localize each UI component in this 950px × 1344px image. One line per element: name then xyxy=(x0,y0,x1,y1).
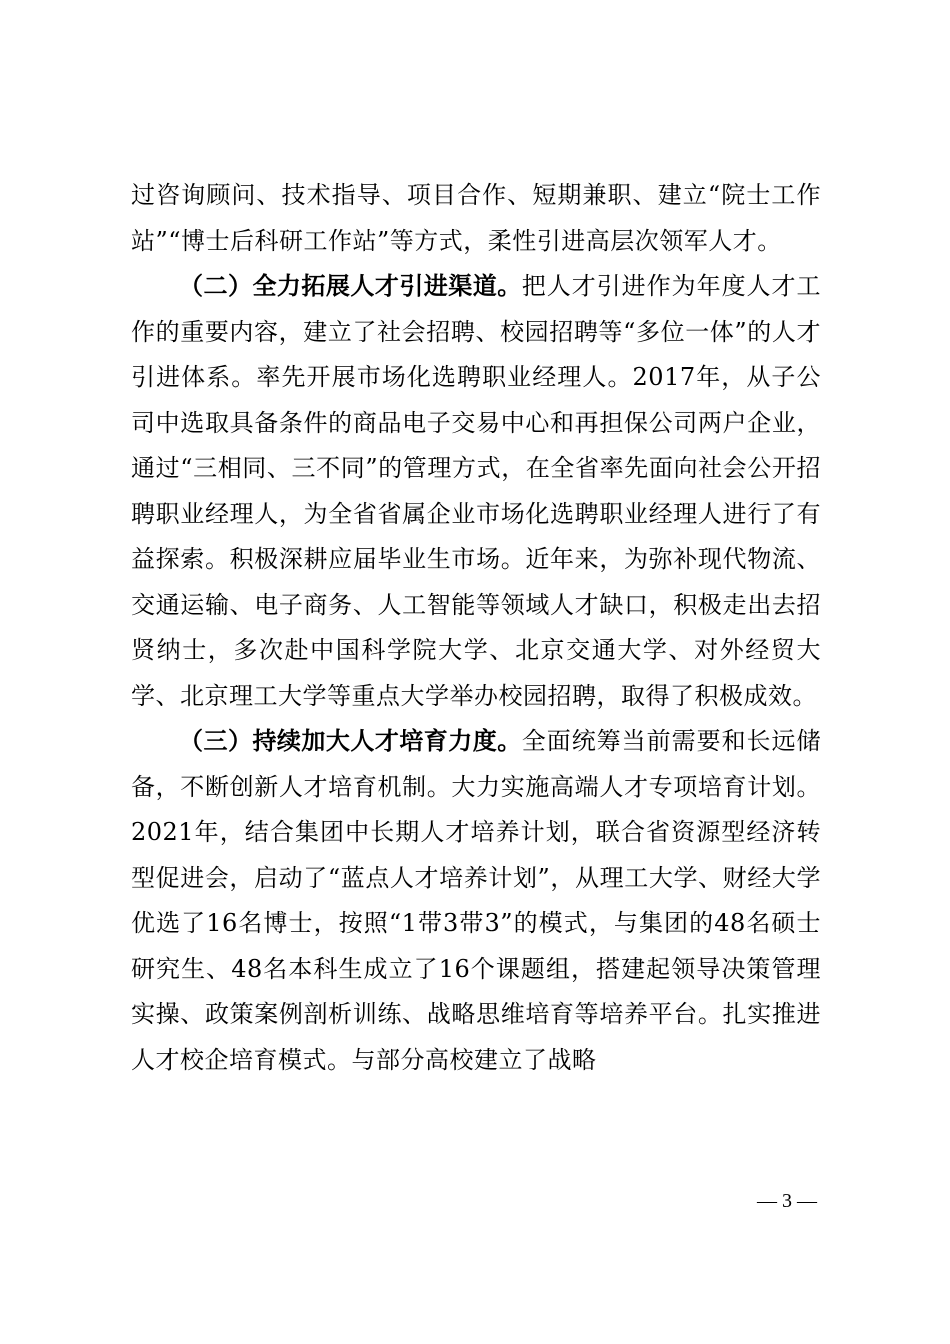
paragraph-3-text: 全面统筹当前需要和长远储备，不断创新人才培育机制。大力实施高端人才专项培育计划。2021年，结合集团中长期人才培养计划，联合省资源型经济转型促进会，启动了“蓝点人才培养计划”，从理工大学、财经大学优选了16名博士，按照“1带3带3”的模式，与集团的48名硕士研究生、48名本科生成立了16个课题组，搭建起领导决策管理实操、政策案例剖析训练、战略思维培育等培养平台。扎实推进人才校企培育模式。与部分高校建立了战略 xyxy=(131,727,822,1074)
paragraph-talent-training xyxy=(131,719,821,1083)
section-heading-2: （二）全力拓展人才引进渠道。 xyxy=(179,272,522,300)
paragraph-1-text: 过咨询顾问、技术指导、项目合作、短期兼职、建立“院士工作站”“博士后科研工作站”等方式，柔性引进高层次领军人才。 xyxy=(131,181,821,255)
paragraph-continuation xyxy=(131,173,821,264)
page-number: — 3 — xyxy=(757,1190,817,1212)
paragraph-talent-channels xyxy=(131,264,821,719)
section-heading-3: （三）持续加大人才培育力度。 xyxy=(179,727,522,755)
paragraph-2-text: 把人才引进作为年度人才工作的重要内容，建立了社会招聘、校园招聘等“多位一体”的人才引进体系。率先开展市场化选聘职业经理人。2017年，从子公司中选取具备条件的商品电子交易中心和再担保公司两户企业，通过“三相同、三不同”的管理方式，在全省率先面向社会公开招聘职业经理人，为全省省属企业市场化选聘职业经理人进行了有益探索。积极深耕应届毕业生市场。近年来，为弥补现代物流、交通运输、电子商务、人工智能等领域人才缺口，积极走出去招贤纳士，多次赴中国科学院大学、北京交通大学、对外经贸大学、北京理工大学等重点大学举办校园招聘，取得了积极成效。 xyxy=(131,272,822,710)
body-text xyxy=(131,173,821,1083)
